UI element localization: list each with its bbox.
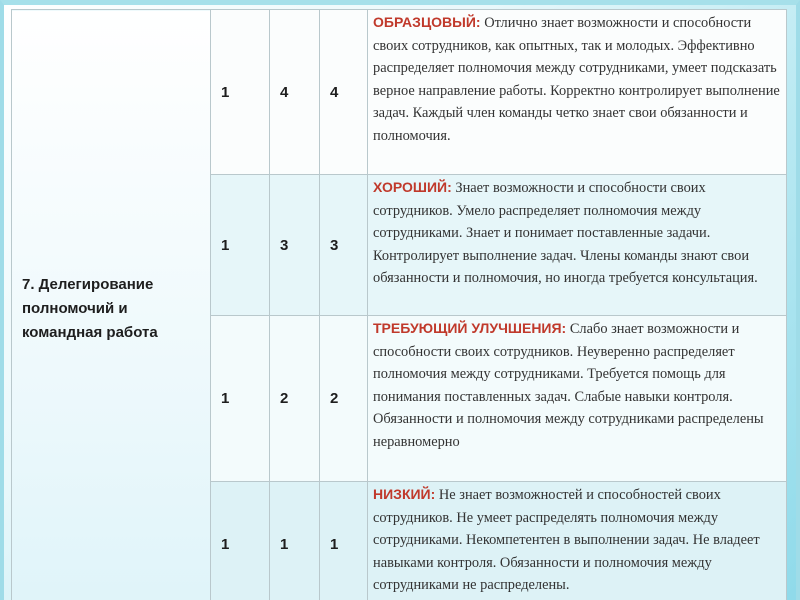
criterion-cell (12, 10, 211, 600)
level-label: ТРЕБУЮЩИЙ УЛУЧШЕНИЯ: (373, 320, 567, 336)
criterion-title: 7. Делегирование полномочий и командная работа (22, 275, 158, 341)
score-cell: 3 (320, 175, 368, 316)
level-label: НИЗКИЙ: (373, 486, 436, 502)
score-cell: 4 (320, 10, 368, 175)
level-description: Отлично знает возможности и способности своих сотрудников, как опытных, так и молодых. Эффективно распределяет полномочия между сотрудниками, умеет подсказать верное направление работы. Корректно контролирует выполнение задач. Каждый член команды четко знает свои обязанности и полномочия. (373, 15, 780, 144)
level-description: Не знает возможностей и способностей своих сотрудников. Не умеет распределять полномочия между сотрудниками. Некомпетентен в выполнении задач. Не владеет навыками контроля. Обязанности и полномочия между сотрудниками не распределены. (373, 487, 760, 594)
level-label: ОБРАЗЦОВЫЙ: (373, 14, 481, 30)
score-cell: 1 (211, 316, 270, 482)
score-cell: 4 (270, 10, 320, 175)
description-cell (368, 10, 787, 175)
score-cell: 1 (211, 482, 270, 600)
score-cell: 3 (270, 175, 320, 316)
description-cell (368, 482, 787, 600)
score-cell: 2 (270, 316, 320, 482)
table-row (12, 10, 787, 175)
level-label: ХОРОШИЙ: (373, 179, 452, 195)
score-cell: 1 (270, 482, 320, 600)
level-description: Знает возможности и способности своих сотрудников. Умело распределяет полномочия между сотрудниками. Знает и понимает поставленные задачи. Контролирует выполнение задач. Члены команды знают свои обязанности и полномочия, но иногда требуется консультация. (373, 180, 758, 287)
score-cell: 1 (211, 175, 270, 316)
score-cell: 1 (320, 482, 368, 600)
level-description: Слабо знает возможности и способности своих сотрудников. Неуверенно распределяет полномочия между сотрудниками. Требуется помощь для понимания поставленных задач. Слабые навыки контроля. Обязанности и полномочия между сотрудниками распределены неравномерно (373, 321, 764, 450)
description-cell (368, 316, 787, 482)
score-cell: 1 (211, 10, 270, 175)
description-cell (368, 175, 787, 316)
evaluation-table (11, 9, 787, 600)
score-cell: 2 (320, 316, 368, 482)
